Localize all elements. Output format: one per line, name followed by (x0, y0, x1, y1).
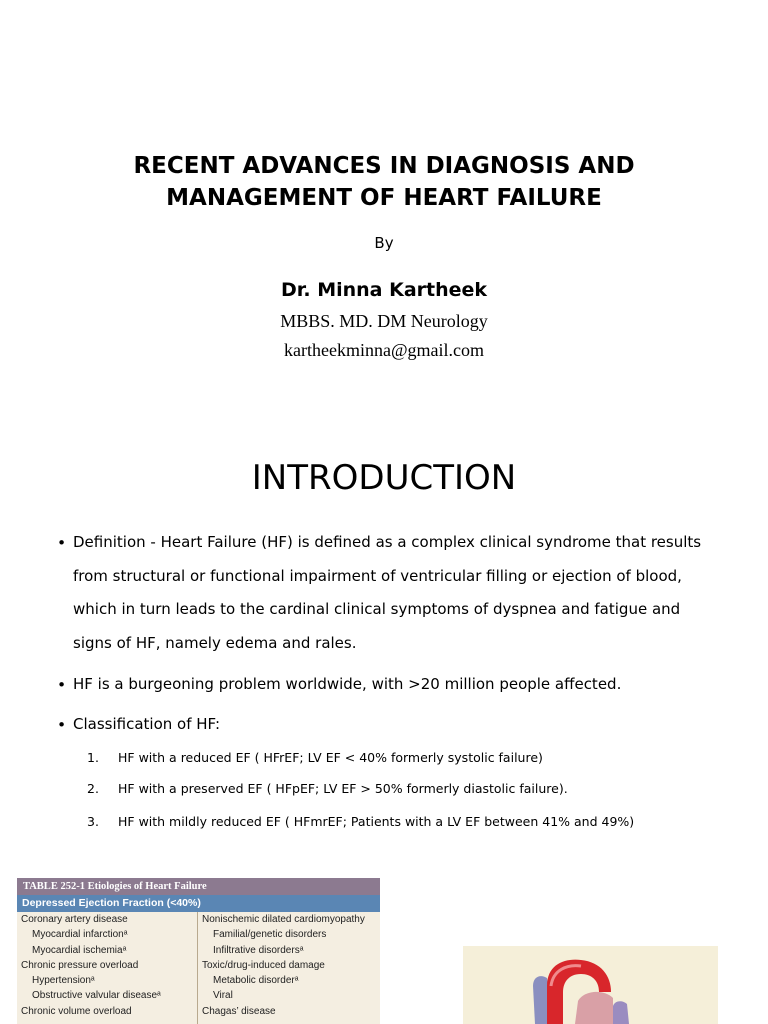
list-item: HF with a reduced EF ( HFrEF; LV EF < 40% formerly systolic failure) (118, 750, 543, 765)
bullet-definition: Definition - Heart Failure (HF) is defined as a complex clinical syndrome that results from structural or functional impairment of ventricular filling or ejection of blood, which in turn leads to the cardinal clinical symptoms of dyspnea and fatigue and signs of HF, namely edema and rales. (73, 533, 702, 653)
bullet-dot-icon: • (57, 716, 67, 734)
list-number: 2. (87, 781, 99, 796)
table-row: Familial/genetic disorders (213, 929, 327, 941)
table-row: Chronic pressure overload (21, 959, 139, 971)
bullet-burden: HF is a burgeoning problem worldwide, with >20 million people affected. (73, 675, 622, 693)
table-row: Chronic volume overload (21, 1005, 132, 1017)
etiologies-table (17, 878, 380, 1024)
table-row: Toxic/drug-induced damage (202, 959, 325, 971)
section-heading: INTRODUCTION (251, 458, 517, 498)
list-item: HF with a preserved EF ( HFpEF; LV EF > 50% formerly diastolic failure). (118, 781, 568, 796)
table-row: Nonischemic dilated cardiomyopathy (202, 914, 365, 925)
bullet-dot-icon: • (57, 676, 67, 694)
table-row: Viral (213, 990, 233, 1002)
table-title: TABLE 252-1 Etiologies of Heart Failure (17, 878, 380, 895)
bullet-classification: Classification of HF: (73, 715, 221, 733)
table-row: Coronary artery disease (21, 914, 128, 925)
author-degrees: MBBS. MD. DM Neurology (280, 311, 488, 331)
heart-icon (463, 946, 718, 1024)
table-subheader: Depressed Ejection Fraction (<40%) (17, 895, 380, 912)
table-divider (197, 912, 198, 1024)
bullet-dot-icon: • (57, 534, 67, 552)
table-row: Chagas’ disease (202, 1005, 276, 1017)
heart-illustration (463, 946, 718, 1024)
table-row: Metabolic disorderᵃ (213, 975, 299, 987)
list-number: 1. (87, 750, 99, 765)
table-left-column (21, 912, 197, 1019)
list-number: 3. (87, 814, 99, 829)
title-line-2: MANAGEMENT OF HEART FAILURE (166, 185, 602, 211)
page-title (0, 150, 768, 214)
by-label: By (374, 234, 394, 252)
author-email: kartheekminna@gmail.com (283, 340, 484, 360)
table-row: Myocardial ischemiaᵃ (32, 944, 127, 956)
table-row: Hypertensionᵃ (32, 975, 95, 987)
table-row: Obstructive valvular diseaseᵃ (32, 990, 161, 1002)
list-item: HF with mildly reduced EF ( HFmrEF; Patients with a LV EF between 41% and 49%) (118, 814, 635, 829)
table-right-column (202, 912, 380, 1019)
author-name: Dr. Minna Kartheek (280, 279, 488, 301)
title-line-1: RECENT ADVANCES IN DIAGNOSIS AND (133, 153, 635, 179)
table-row: Infiltrative disordersᵃ (213, 944, 304, 956)
table-row: Myocardial infarctionᵃ (32, 929, 128, 941)
